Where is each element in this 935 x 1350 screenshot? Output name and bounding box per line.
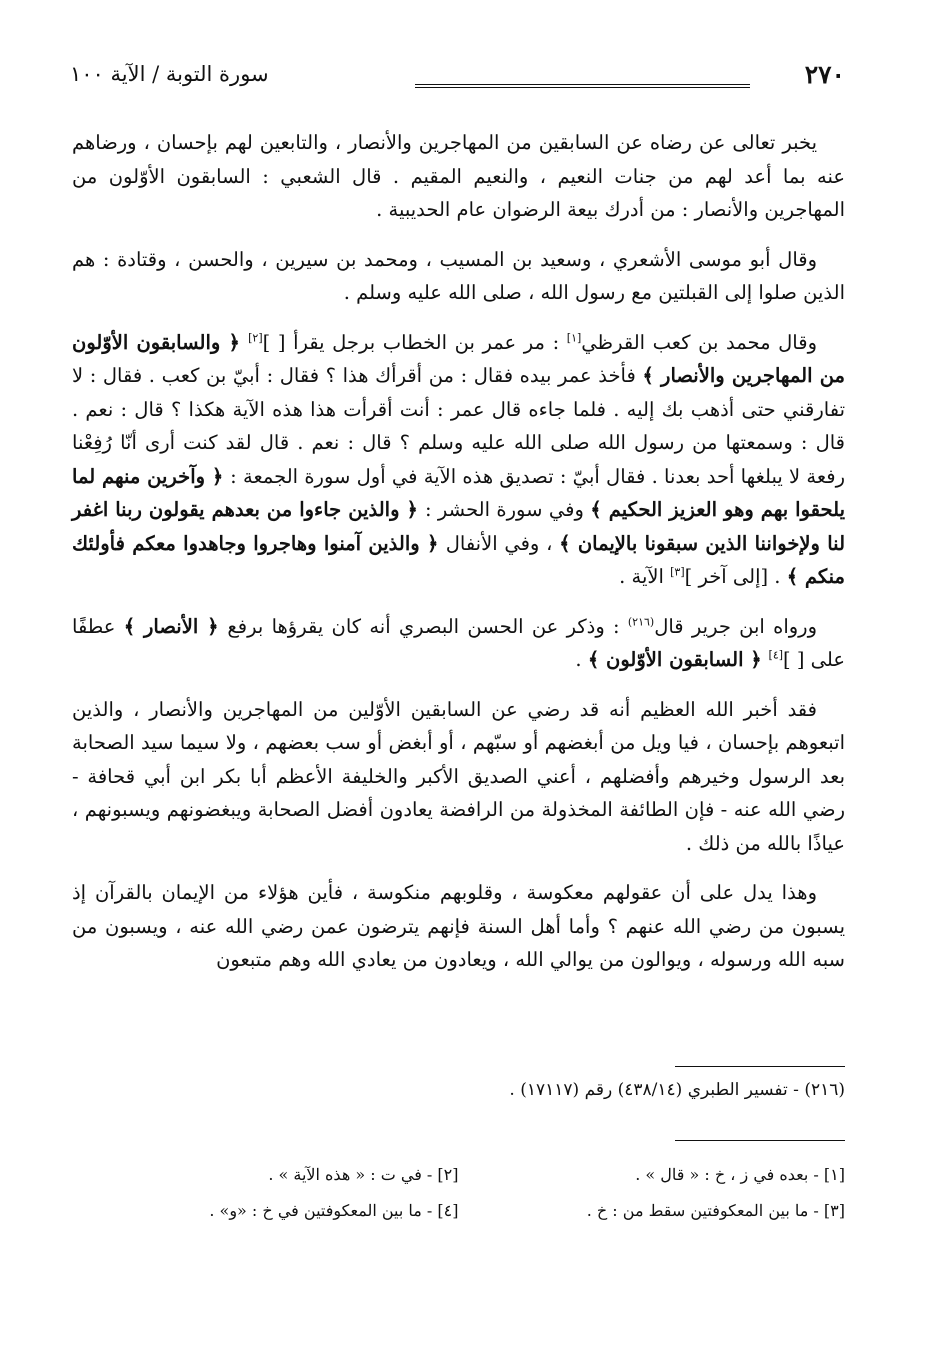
footnote-separator <box>675 1066 845 1067</box>
footnote-marker[interactable]: [٢] <box>248 331 263 344</box>
text-span: ورواه ابن جرير قال <box>654 614 818 638</box>
body-text <box>72 126 845 993</box>
footnotes <box>72 1156 845 1228</box>
paragraph: وهذا يدل على أن عقولهم معكوسة ، وقلوبهم منكوسة ، فأين هؤلاء من الإيمان بالقرآن إذ يسبون من رضي الله عنهم ؟ وأما أهل السنة فإنهم يترضون عمن رضي الله عنه ، ويسبون من سبه الله ورسوله ، ويوالون من يوالي الله ، ويعادون من يعادي الله وهم متبعون <box>72 881 845 971</box>
footnote-marker[interactable]: (٢١٦) <box>627 615 655 628</box>
text-span: . [إلى آخر ] <box>684 565 787 588</box>
paragraph: وقال أبو موسى الأشعري ، وسعيد بن المسيب ، ومحمد بن سيرين ، والحسن ، وقتادة : هم الذين صلوا إلى القبلتين مع رسول الله ، صلى الله عليه وسلم . <box>72 247 845 304</box>
paragraph <box>72 326 845 594</box>
paragraph <box>72 610 845 677</box>
quran-verse: ﴿ والسابقون الأوّلون من المهاجرين والأنصار ﴾ <box>72 330 845 387</box>
page-header <box>70 60 845 104</box>
footnote: [٢] - في ت : « هذه الآية » . <box>268 1164 459 1184</box>
footnote-row <box>72 1156 845 1192</box>
text-span: عطفًا على [ ] <box>72 614 845 671</box>
footnote-marker[interactable]: [١] <box>566 331 582 344</box>
text-span: ، وفي الأنفال <box>445 531 560 555</box>
paragraph: فقد أخبر الله العظيم أنه قد رضي عن السابقين الأوّلين من المهاجرين والأنصار ، والذين اتبعوهم بإحسان ، فيا ويل من أبغضهم أو سبّهم ، أو أبغض أو سب بعضهم ، ولا سيما سيد الصحابة بعد الرسول وخيرهم وأفضلهم ، أعني الصديق الأكبر والخليفة الأعظم أبا بكر ابن أبي قحافة - رضي الله عنه - فإن الطائفة المخذولة من الرافضة يعادون أفضل الصحابة ويبغضونهم ويسبونهم ، عياذًا بالله من ذلك . <box>72 697 845 855</box>
footnote-separator <box>675 1140 845 1141</box>
footnote-marker[interactable]: [٤] <box>768 648 784 662</box>
page-number: ٢٧٠ <box>804 60 845 89</box>
footnote-row <box>72 1192 845 1228</box>
quran-verse: ﴿ والذين جاءوا من بعدهم يقولون ربنا اغفر لنا ولإخواننا الذين سبقونا بالإيمان ﴾ <box>72 498 846 555</box>
header-rule <box>415 84 750 88</box>
quran-verse: ﴿ والذين آمنوا وهاجروا وجاهدوا معكم فأولئك منكم ﴾ <box>72 531 845 588</box>
text-span: وفي سورة الحشر : <box>424 498 591 521</box>
paragraph: يخبر تعالى عن رضاه عن السابقين من المهاجرين والأنصار ، والتابعين لهم بإحسان ، ورضاهم عنه بما أعد لهم من جنات النعيم ، والنعيم المقيم . قال الشعبي : السابقون الأوّلون من المهاجرين والأنصار : من أدرك بيعة الرضوان عام الحديبية . <box>72 131 845 221</box>
quran-verse: ﴿ وآخرين منهم لما يلحقوا بهم وهو العزيز الحكيم ﴾ <box>72 464 846 521</box>
text-span: : وذكر عن الحسن البصري أنه كان يقرؤها برفع <box>227 614 628 638</box>
text-span: فأخذ عمر بيده فقال : من أقرأك هذا ؟ فقال : أبيّ بن كعب . فقال : لا تفارقني حتى أذهب بك إليه . فلما جاءه قال عمر : أنت أقرأت هذا هذه الآية هكذا ؟ قال : نعم . قال : وسمعتها من رسول الله صلى الله عليه وسلم ؟ قال : نعم . قال لقد كنت أرى أنّا رُفِعْنا رفعة لا يبلغها أحد بعدنا . فقال أبيّ : تصديق هذه الآية في أول سورة الجمعة : <box>72 364 845 488</box>
text-span: الآية . <box>619 565 671 588</box>
quran-verse: ﴿ الأنصار ﴾ <box>123 614 228 638</box>
footnote: [١] - بعده في ز ، خ : « قال » . <box>635 1164 845 1184</box>
footnote-marker[interactable]: [٣] <box>670 565 685 579</box>
text-span: : مر عمر بن الخطاب برجل يقرأ [ ] <box>262 330 567 354</box>
footnote: [٣] - ما بين المعكوفتين سقط من : خ . <box>586 1200 845 1220</box>
footnote: [٤] - ما بين المعكوفتين في خ : «و» . <box>209 1200 459 1220</box>
text-span: وقال محمد بن كعب القرظي <box>581 330 817 354</box>
source-footnote: (٢١٦) - تفسير الطبري (٤٣٨/١٤) رقم (١٧١١٧) . <box>509 1080 845 1100</box>
text-span: . <box>575 648 588 671</box>
running-title: سورة التوبة / الآية ١٠٠ <box>70 62 269 86</box>
quran-verse: ﴿ السابقون الأوّلون ﴾ <box>587 648 769 671</box>
